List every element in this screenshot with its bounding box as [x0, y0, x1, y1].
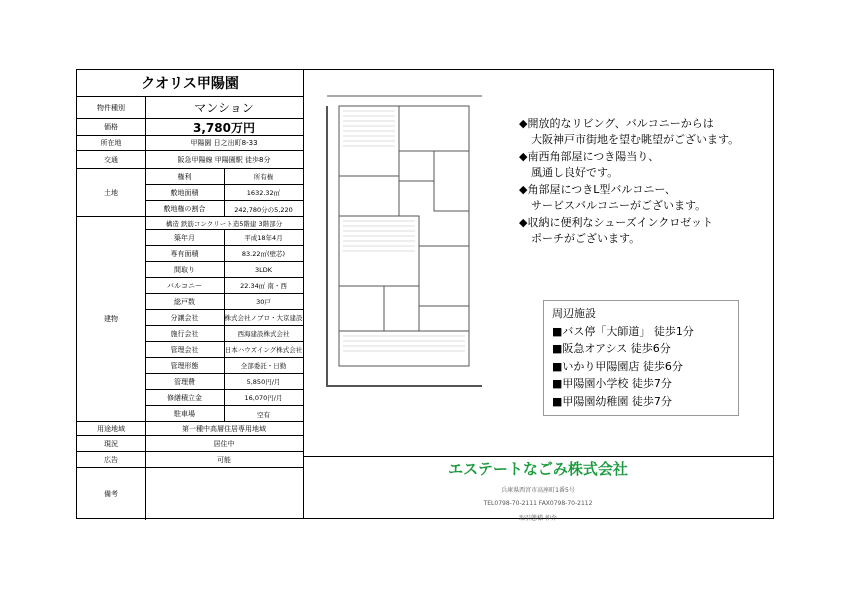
- building-key: 専有面積: [145, 246, 225, 261]
- nearby-item: ■甲陽園幼稚園 徒歩7分: [552, 394, 672, 408]
- zoning-row: [77, 422, 303, 436]
- land-key: 敷地権の割合: [145, 201, 225, 217]
- building-key: 修繕積立金: [145, 390, 225, 405]
- land-sub-row: [145, 185, 303, 201]
- building-key: 間取り: [145, 262, 225, 277]
- property-sheet: [76, 69, 774, 522]
- price-row: [77, 119, 303, 136]
- traffic-label: 交通: [77, 151, 146, 168]
- land-key: 敷地面積: [145, 185, 225, 200]
- building-value: 全部委託・日勤: [240, 362, 287, 370]
- feature-rest: 風通し良好です。: [531, 166, 619, 179]
- building-sub-row: [145, 374, 303, 390]
- nearby-title: 周辺施設: [552, 307, 596, 320]
- building-value: 株式会社ノブロ・大京建設: [224, 314, 303, 322]
- zoning-value: 第一種中高層住居専用地域: [182, 424, 266, 433]
- building-key: 管理費: [145, 374, 225, 389]
- floor-plan-image: [317, 86, 497, 446]
- building-value: 22.34㎡ 南・西: [240, 282, 287, 290]
- ad-label: 広告: [77, 452, 146, 467]
- building-key: バルコニー: [145, 278, 225, 293]
- address-row: [77, 136, 303, 151]
- nearby-facilities: [543, 300, 739, 416]
- zoning-label: 用途地域: [77, 422, 146, 435]
- building-value: 83.22㎡(壁芯): [241, 250, 286, 258]
- land-label: 土地: [77, 169, 146, 216]
- building-key: 管理会社: [145, 342, 225, 357]
- address-value: 甲陽園 日之出町8-33: [190, 139, 258, 147]
- structure-row: [145, 217, 303, 230]
- traffic-value: 阪急甲陽線 甲陽園駅 徒歩8分: [177, 155, 271, 164]
- company-handler: 取引態様 仲介: [519, 515, 557, 522]
- nearby-item: ■甲陽園小学校 徒歩7分: [552, 377, 672, 390]
- type-label: 物件種別: [77, 97, 146, 118]
- building-sub-row: [145, 358, 303, 374]
- company-name: エステートなごみ株式会社: [448, 460, 628, 478]
- nearby-item: ■バス停「大師道」 徒歩1分: [552, 324, 694, 338]
- remarks-row: [77, 468, 303, 520]
- title-row: [77, 70, 303, 97]
- building-key: 分譲会社: [145, 310, 225, 325]
- traffic-row: [77, 151, 303, 169]
- building-key: 管理形態: [145, 358, 225, 373]
- detail-panel: [303, 70, 773, 457]
- ad-row: [77, 452, 303, 468]
- building-key: 施行会社: [145, 326, 225, 341]
- building-value: 平成18年4月: [244, 234, 283, 242]
- building-value: 西海建設株式会社: [237, 330, 290, 338]
- feature-lead: ◆角部屋につきL型バルコニー、: [519, 183, 676, 196]
- land-value: 1632.32㎡: [246, 189, 281, 197]
- feature-lead: ◆開放的なリビング、バルコニーからは: [519, 117, 714, 130]
- feature-lead: ◆収納に便利なシューズインクロゼット: [519, 216, 714, 229]
- price-value: 3,780万円: [193, 120, 255, 135]
- land-row: [77, 169, 303, 217]
- building-key: 駐車場: [145, 406, 225, 422]
- company-tel-fax: TEL0798-70-2111 FAX0798-70-2112: [483, 500, 593, 507]
- building-sub-row: [145, 310, 303, 326]
- building-value: 3LDK: [254, 265, 273, 274]
- building-sub-row: [145, 326, 303, 342]
- price-label: 価格: [77, 119, 146, 135]
- building-value: 5,850円/月: [246, 378, 281, 386]
- building-value: 日本ハウズイング株式会社: [224, 346, 303, 354]
- address-label: 所在地: [77, 136, 146, 150]
- nearby-item: ■阪急オアシス 徒歩6分: [552, 342, 671, 355]
- feature-rest: 大阪神戸市街地を望む眺望がございます。: [531, 133, 740, 146]
- property-name: クオリス甲陽園: [141, 76, 239, 92]
- building-sub-row: [145, 262, 303, 278]
- status-label: 現況: [77, 436, 146, 451]
- feature-rest: サービスバルコニーがございます。: [531, 199, 707, 212]
- building-value: 30戸: [256, 298, 271, 306]
- building-value: 空有: [257, 410, 270, 419]
- company-address: 兵庫県西宮市高座町1番5号: [501, 487, 575, 494]
- feature-item: [519, 116, 749, 148]
- type-row: [77, 97, 303, 119]
- land-key: 権利: [145, 169, 225, 184]
- feature-rest: ポーチがございます。: [531, 232, 641, 245]
- building-label: 建物: [77, 217, 146, 421]
- building-sub-row: [145, 342, 303, 358]
- building-value: 16,070円/月: [244, 394, 283, 402]
- remarks-label: 備考: [77, 468, 146, 520]
- spec-table: [77, 70, 304, 518]
- building-sub-row: [145, 230, 303, 246]
- company-block: [303, 456, 773, 522]
- ad-value: 可能: [217, 455, 231, 464]
- building-sub-row: [145, 390, 303, 406]
- feature-item: [519, 149, 749, 181]
- land-sub-row: [145, 201, 303, 217]
- features-list: [519, 116, 749, 248]
- status-value: 居住中: [213, 439, 235, 448]
- land-value: 242,780分の5,220: [234, 205, 293, 214]
- feature-item: [519, 182, 749, 214]
- building-sub-row: [145, 406, 303, 422]
- feature-item: [519, 215, 749, 247]
- building-sub-row: [145, 294, 303, 310]
- nearby-item: ■いかり甲陽園店 徒歩6分: [552, 359, 683, 373]
- building-key: 総戸数: [145, 294, 225, 309]
- building-row: [77, 217, 303, 422]
- type-value: マンション: [194, 101, 254, 115]
- building-sub-row: [145, 246, 303, 262]
- land-sub-row: [145, 169, 303, 185]
- remarks-value: [145, 468, 303, 520]
- building-sub-row: [145, 278, 303, 294]
- structure-value: 構造 鉄筋コンクリート造5階建 3階部分: [165, 219, 283, 228]
- building-key: 築年月: [145, 230, 225, 245]
- feature-lead: ◆南西角部屋につき陽当り、: [519, 150, 660, 163]
- land-value: 所有権: [253, 173, 274, 181]
- status-row: [77, 436, 303, 452]
